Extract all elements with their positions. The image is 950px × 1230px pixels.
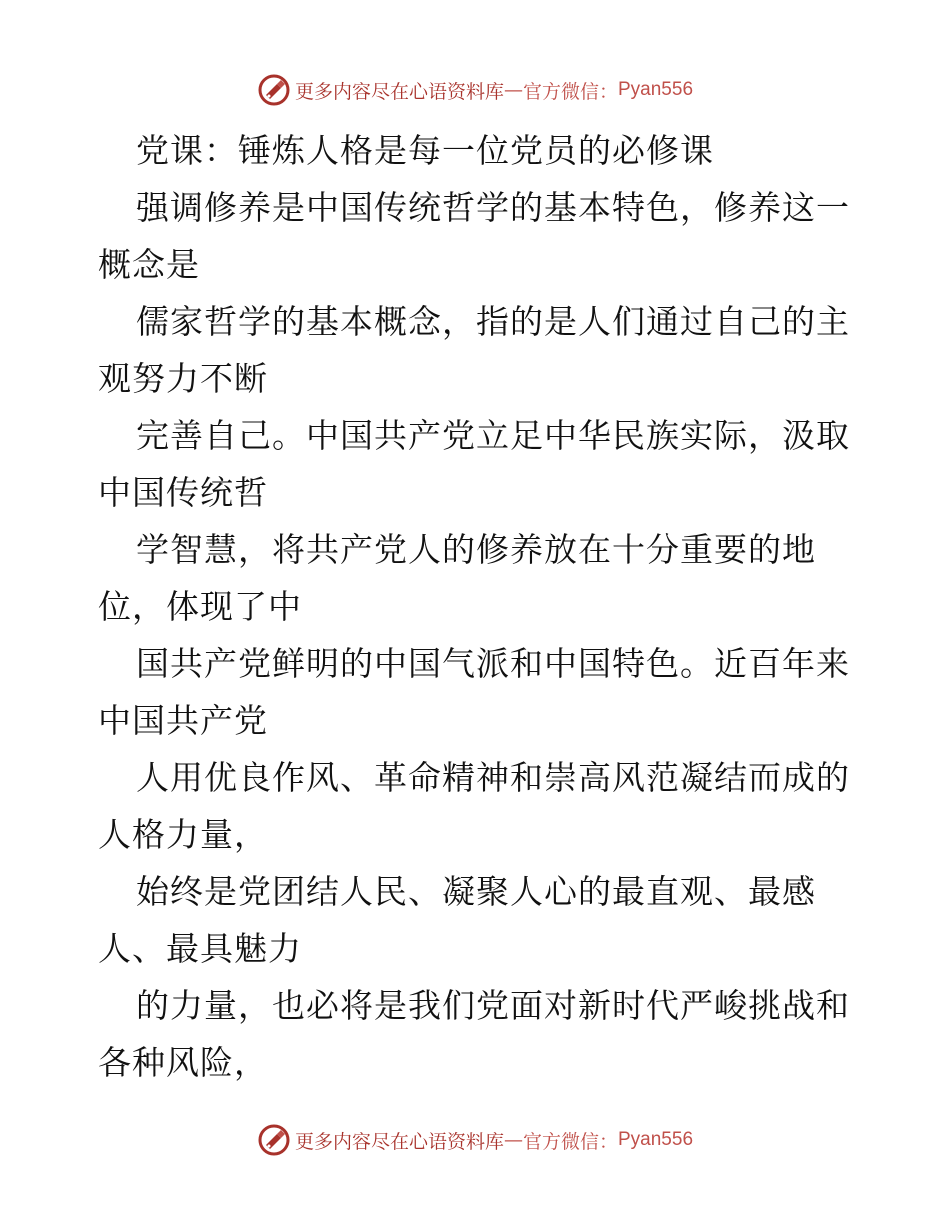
paragraph-line: 概念是 bbox=[98, 245, 200, 284]
paragraph-line: 的力量，也必将是我们党面对新时代严峻挑战和 bbox=[136, 986, 850, 1025]
paragraph-line: 强调修养是中国传统哲学的基本特色，修养这一 bbox=[136, 188, 850, 227]
paragraph-line: 中国共产党 bbox=[98, 701, 268, 740]
paragraph-line: 人格力量， bbox=[98, 815, 268, 854]
paragraph-line: 人用优良作风、革命精神和崇高风范凝结而成的 bbox=[136, 758, 850, 797]
pen-nib-logo-icon bbox=[257, 1123, 291, 1157]
paragraph-line: 中国传统哲 bbox=[98, 473, 268, 512]
document-title: 党课：锤炼人格是每一位党员的必修课 bbox=[136, 131, 714, 170]
header-wechat-id: Pyan556 bbox=[618, 79, 694, 100]
header-wechat-label: 官方微信： bbox=[522, 80, 618, 103]
paragraph-line: 始终是党团结人民、凝聚人心的最直观、最感 bbox=[136, 872, 816, 911]
pen-nib-logo-icon bbox=[257, 73, 291, 107]
paragraph-line: 位，体现了中 bbox=[98, 587, 302, 626]
paragraph-line: 人、最具魅力 bbox=[98, 929, 302, 968]
paragraph-line: 完善自己。中国共产党立足中华民族实际，汲取 bbox=[136, 416, 850, 455]
paragraph-line: 观努力不断 bbox=[98, 359, 268, 398]
footer-dash: — bbox=[503, 1129, 523, 1151]
footer-brand-text: 更多内容尽在心语资料库 bbox=[294, 1130, 504, 1153]
header-dash: — bbox=[503, 79, 523, 101]
document-body bbox=[98, 122, 858, 1091]
paragraph-line: 国共产党鲜明的中国气派和中国特色。近百年来 bbox=[136, 644, 850, 683]
paragraph-line: 各种风险， bbox=[98, 1043, 268, 1082]
footer-banner bbox=[0, 1120, 950, 1160]
paragraph-line: 学智慧，将共产党人的修养放在十分重要的地 bbox=[136, 530, 816, 569]
header-brand-text: 更多内容尽在心语资料库 bbox=[294, 80, 504, 103]
header-banner bbox=[0, 70, 950, 110]
paragraph-line: 儒家哲学的基本概念，指的是人们通过自己的主 bbox=[136, 302, 850, 341]
footer-wechat-label: 官方微信： bbox=[522, 1130, 618, 1153]
footer-wechat-id: Pyan556 bbox=[618, 1129, 694, 1150]
